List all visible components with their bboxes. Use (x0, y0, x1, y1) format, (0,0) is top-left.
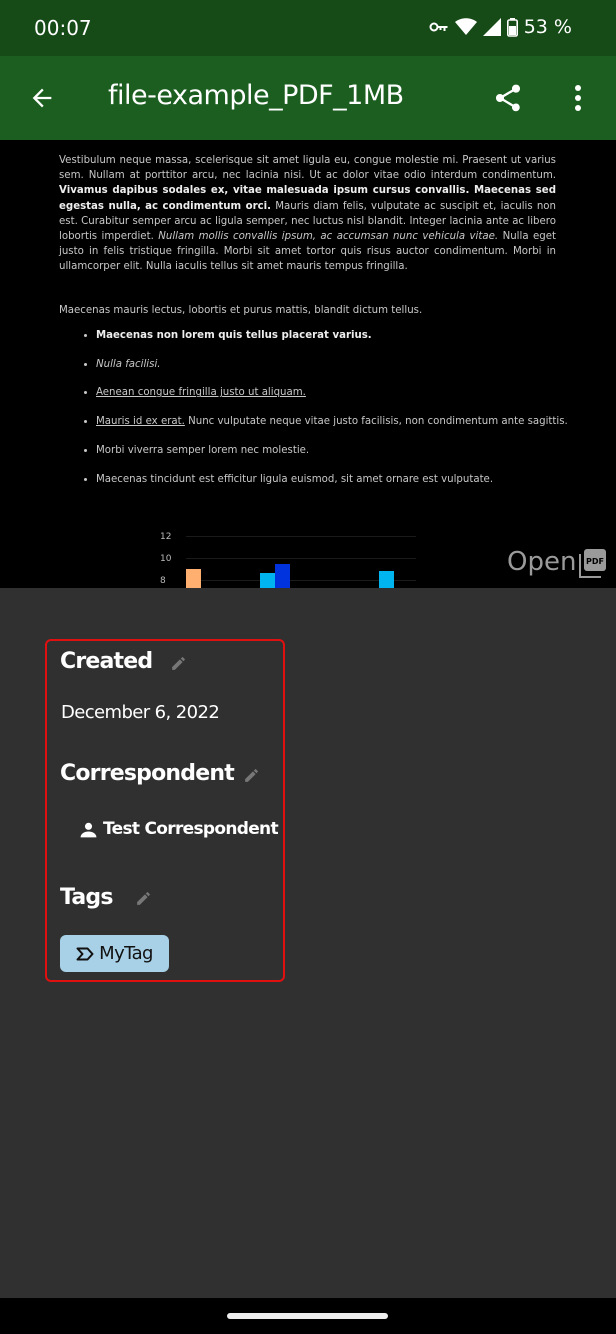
more-vertical-icon[interactable] (566, 82, 590, 114)
list-item: • Aenean congue fringilla justo ut aliquam. (96, 385, 593, 400)
pdf-file-icon (579, 548, 607, 578)
wifi-icon (455, 18, 477, 36)
pdf-preview[interactable] (0, 140, 616, 588)
chart-bar (379, 571, 394, 588)
tags-heading: Tags (60, 885, 113, 910)
chart-bar (260, 573, 275, 588)
correspondent-value[interactable]: Test Correspondent (79, 819, 278, 839)
preview-chart: 12 10 8 (150, 530, 420, 588)
battery-icon (507, 18, 518, 37)
app-bar (0, 56, 616, 140)
list-item: • Maecenas tincidunt est efficitur ligula euismod, sit amet ornare est vulputate. (96, 472, 593, 487)
tag-chip[interactable]: MyTag (60, 935, 169, 972)
edit-created-pencil-icon[interactable] (170, 655, 187, 672)
edit-tags-pencil-icon[interactable] (135, 890, 152, 907)
vpn-key-icon (429, 21, 449, 33)
created-date: December 6, 2022 (61, 702, 220, 723)
back-arrow-icon[interactable] (28, 84, 56, 112)
battery-percent: 53 % (523, 16, 572, 38)
chart-bar (275, 564, 290, 588)
created-heading: Created (60, 649, 153, 674)
svg-text:PDF: PDF (586, 557, 605, 566)
list-item: • Mauris id ex erat. Nunc vulputate neque vitae justo facilisis, non condimentum ante sagittis. (96, 414, 593, 429)
label-tag-icon (76, 947, 94, 961)
preview-paragraph-2: Maecenas mauris lectus, lobortis et purus mattis, blandit dictum tellus. (59, 305, 423, 316)
preview-paragraph-1: Vestibulum neque massa, scelerisque sit amet ligula eu, congue molestie mi. Praesent ut varius sem. Nullam at porttitor arcu, nec lacinia nisi. Ut ac dolor vitae odio interdum condimentum. Vivamus dapibus sodales ex, vitae malesuada ipsum cursus convallis. Maecenas sed egestas nulla, ac condimentum orci. Mauris diam felis, vulputate ac suscipit et, iaculis non est. Curabitur semper arcu ac ligula semper, nec luctus nisl blandit. Integer lacinia ante ac libero lobortis imperdiet. Nullam mollis convallis ipsum, ac accumsan nunc vehicula vitae. Nulla eget justo in felis tristique fringilla. Morbi sit amet tortor quis risus auctor condimentum. Morbi in ullamcorper elit. Nulla iaculis tellus sit amet mauris tempus fringilla. (59, 155, 556, 273)
list-item: • Nulla facilisi. (96, 357, 593, 372)
edit-correspondent-pencil-icon[interactable] (243, 767, 260, 784)
home-gesture-handle[interactable] (227, 1313, 388, 1319)
system-navigation-bar (0, 1298, 616, 1334)
chart-bar (186, 569, 201, 588)
cellular-signal-icon (483, 18, 501, 36)
status-icons (429, 16, 572, 38)
correspondent-heading: Correspondent (60, 761, 234, 786)
preview-bullet-list (59, 328, 593, 500)
status-time: 00:07 (34, 16, 92, 40)
list-item: • Maecenas non lorem quis tellus placerat varius. (96, 328, 593, 343)
share-icon[interactable] (492, 82, 524, 114)
person-icon (79, 820, 98, 839)
open-pdf-button[interactable]: Open PDF (507, 548, 607, 578)
status-bar (0, 0, 616, 56)
document-details-card (45, 639, 285, 982)
list-item: • Morbi viverra semper lorem nec molestie. (96, 443, 593, 458)
document-title: file-example_PDF_1MB (108, 80, 404, 111)
